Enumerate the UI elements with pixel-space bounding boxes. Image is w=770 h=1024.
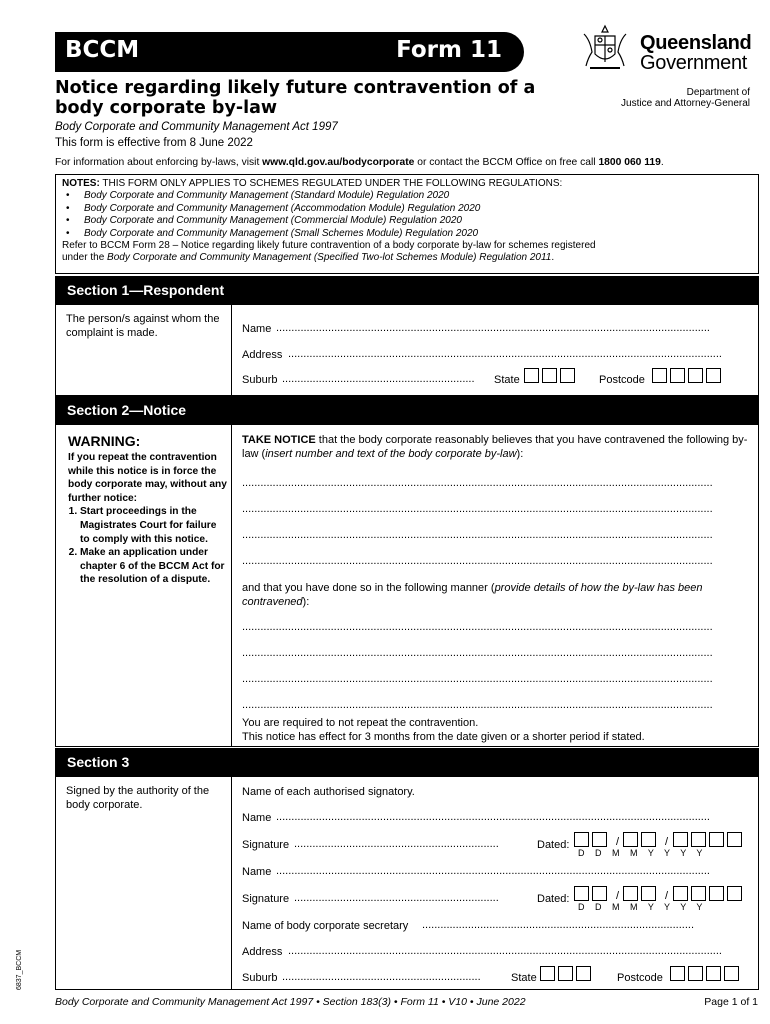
section-2-body bbox=[55, 425, 759, 747]
date-box[interactable] bbox=[592, 832, 607, 847]
signatory-name-field[interactable]: .............................................................................................................................................. bbox=[276, 811, 710, 823]
date-box[interactable] bbox=[641, 886, 656, 901]
date-box[interactable] bbox=[673, 886, 688, 901]
state-label: State bbox=[494, 374, 520, 386]
manner-field-line[interactable]: .......................................................................................................................................................... bbox=[242, 621, 713, 633]
name-label: Name bbox=[242, 812, 272, 824]
section-3-body: Signed by the authority of the body corporate. Name of each authorised signatory. Name .............................................................................................................................................. Signature ................................................................... Dated: / / D D M M Y Y Y Y Name .............................................................................................................................................. Signature ................................................................... Dated: / / D D M M Y Y Y Y Name of body corporate secretary ......................................................................................... Address .............................................................................................................................................. Suburb ................................................................. State Postcode bbox=[55, 777, 759, 990]
list-item: 2. Make an application under chapter 6 of the BCCM Act for the resolution of a dispute. bbox=[80, 546, 228, 587]
date-box[interactable] bbox=[641, 832, 656, 847]
respondent-name-field[interactable]: .............................................................................................................................................. bbox=[276, 322, 710, 334]
effect-line: This notice has effect for 3 months from the date given or a shorter period if stated. bbox=[242, 731, 645, 743]
state-box[interactable] bbox=[524, 368, 539, 383]
name-label: Name bbox=[242, 866, 272, 878]
date-box[interactable] bbox=[691, 832, 706, 847]
date-box[interactable] bbox=[691, 886, 706, 901]
state-label: State bbox=[511, 972, 537, 984]
section-1-body bbox=[55, 305, 759, 396]
signatory-label: Name of each authorised signatory. bbox=[242, 786, 415, 798]
date-box[interactable] bbox=[727, 832, 742, 847]
date-box[interactable] bbox=[574, 832, 589, 847]
take-notice-text: TAKE NOTICE that the body corporate reasonably believes that you have contravened the following by-law (insert number and text of the body corporate by-law): bbox=[242, 434, 748, 460]
section-1-header: Section 1—Respondent bbox=[55, 276, 759, 305]
respondent-address-field[interactable]: .............................................................................................................................................. bbox=[288, 348, 722, 360]
form-number: Form 11 bbox=[396, 37, 502, 63]
queensland-crest-icon bbox=[578, 22, 632, 76]
section-3-desc: Signed by the authority of the body corporate. bbox=[66, 785, 210, 811]
signature-label: Signature bbox=[242, 893, 290, 905]
list-item: • Body Corporate and Community Management (Commercial Module) Regulation 2020 bbox=[62, 215, 752, 227]
bylaw-field-line[interactable]: .......................................................................................................................................................... bbox=[242, 477, 713, 489]
signatory-name-field[interactable]: .............................................................................................................................................. bbox=[276, 865, 710, 877]
name-label: Name bbox=[242, 323, 272, 335]
section-3-header: Section 3 bbox=[55, 748, 759, 777]
form-title: Notice regarding likely future contravention of a body corporate by-law bbox=[55, 78, 536, 118]
date-box[interactable] bbox=[623, 832, 638, 847]
postcode-box[interactable] bbox=[670, 966, 685, 981]
postcode-label: Postcode bbox=[617, 972, 663, 984]
date-box[interactable] bbox=[709, 886, 724, 901]
date-format: D D M M Y Y Y Y bbox=[578, 848, 704, 858]
secretary-suburb-field[interactable]: ................................................................. bbox=[282, 971, 481, 983]
date-box[interactable] bbox=[623, 886, 638, 901]
bylaw-field-line[interactable]: .......................................................................................................................................................... bbox=[242, 555, 713, 567]
state-box[interactable] bbox=[560, 368, 575, 383]
page-number: Page 1 of 1 bbox=[704, 996, 758, 1008]
regulations-list bbox=[62, 190, 752, 240]
refer-line-2: under the Body Corporate and Community Management (Specified Two-lot Schemes Module) Regulation 2011. bbox=[62, 252, 555, 264]
respondent-desc: The person/s against whom the complaint is made. bbox=[66, 313, 220, 339]
date-box[interactable] bbox=[574, 886, 589, 901]
repeat-line: You are required to not repeat the contravention. bbox=[242, 717, 479, 729]
footer-citation: Body Corporate and Community Management Act 1997 • Section 183(3) • Form 11 • V10 • June 2022 bbox=[55, 996, 526, 1008]
postcode-box[interactable] bbox=[652, 368, 667, 383]
date-box[interactable] bbox=[673, 832, 688, 847]
secretary-label: Name of body corporate secretary bbox=[242, 920, 409, 932]
suburb-label: Suburb bbox=[242, 972, 278, 984]
secretary-name-field[interactable]: ......................................................................................... bbox=[422, 919, 694, 931]
effective-date: This form is effective from 8 June 2022 bbox=[55, 137, 253, 149]
list-item: • Body Corporate and Community Management (Standard Module) Regulation 2020 bbox=[62, 190, 752, 202]
bylaw-field-line[interactable]: .......................................................................................................................................................... bbox=[242, 529, 713, 541]
postcode-label: Postcode bbox=[599, 374, 645, 386]
dated-label: Dated: bbox=[537, 893, 570, 905]
bccm-label: BCCM bbox=[65, 37, 140, 63]
act-name: Body Corporate and Community Management Act 1997 bbox=[55, 121, 338, 133]
postcode-box[interactable] bbox=[706, 966, 721, 981]
list-item: • Body Corporate and Community Management (Accommodation Module) Regulation 2020 bbox=[62, 203, 752, 215]
state-box[interactable] bbox=[576, 966, 591, 981]
date-box[interactable] bbox=[592, 886, 607, 901]
info-url-link[interactable]: www.qld.gov.au/bodycorporate bbox=[262, 157, 415, 168]
government-sub: Government bbox=[640, 52, 748, 74]
signature-label: Signature bbox=[242, 839, 290, 851]
department-line-1: Department of bbox=[686, 87, 750, 98]
warning-text: If you repeat the contravention while this notice is in force the body corporate may, without any further notice: 1. Start proceedings in the Magistrates Court for failure to comply with this notice. 2. Make an application under chapter 6 of the BCCM Act for the resolution of a dispute. bbox=[68, 451, 228, 587]
state-box[interactable] bbox=[542, 368, 557, 383]
dated-label: Dated: bbox=[537, 839, 570, 851]
address-label: Address bbox=[242, 946, 283, 958]
bylaw-field-line[interactable]: .......................................................................................................................................................... bbox=[242, 503, 713, 515]
manner-text: and that you have done so in the following manner (provide details of how the by-law has been contravened): bbox=[242, 582, 703, 608]
list-item: 1. Start proceedings in the Magistrates Court for failure to comply with this notice. bbox=[80, 505, 228, 546]
form-code: 6837_BCCM bbox=[16, 949, 23, 990]
refer-line: Refer to BCCM Form 28 – Notice regarding likely future contravention of a body corporate by-law for schemes registered bbox=[62, 240, 596, 252]
secretary-address-field[interactable]: .............................................................................................................................................. bbox=[288, 945, 722, 957]
manner-field-line[interactable]: .......................................................................................................................................................... bbox=[242, 699, 713, 711]
info-phone: 1800 060 119 bbox=[598, 157, 661, 168]
warning-title: WARNING: bbox=[68, 433, 141, 449]
date-box[interactable] bbox=[709, 832, 724, 847]
list-item: • Body Corporate and Community Management (Small Schemes Module) Regulation 2020 bbox=[62, 228, 752, 240]
government-name: Queensland bbox=[640, 32, 752, 54]
postcode-box[interactable] bbox=[724, 966, 739, 981]
notes-box: NOTES: THIS FORM ONLY APPLIES TO SCHEMES REGULATED UNDER THE FOLLOWING REGULATIONS: • Body Corporate and Community Management (Standard Module) Regulation 2020 • Body Corporate and Community Management (Accommodation Module) Regulation 2020 • Body Corporate and Community Management (Commercial Module) Regulation 2020 • Body Corporate and Community Management (Small Schemes Module) Regulation 2020 Refer to BCCM Form 28 – Notice regarding likely future contravention of a body corporate by-law for schemes registered under the Body Corporate and Community Management (Specified Two-lot Schemes Module) Regulation 2011. bbox=[55, 174, 759, 274]
manner-field-line[interactable]: .......................................................................................................................................................... bbox=[242, 647, 713, 659]
address-label: Address bbox=[242, 349, 283, 361]
postcode-box[interactable] bbox=[688, 368, 703, 383]
date-format: D D M M Y Y Y Y bbox=[578, 902, 704, 912]
manner-field-line[interactable]: .......................................................................................................................................................... bbox=[242, 673, 713, 685]
suburb-label: Suburb bbox=[242, 374, 278, 386]
department-line-2: Justice and Attorney-General bbox=[621, 98, 750, 109]
signature-field[interactable]: ................................................................... bbox=[294, 838, 499, 850]
respondent-suburb-field[interactable]: ............................................................... bbox=[282, 373, 475, 385]
state-box[interactable] bbox=[558, 966, 573, 981]
info-line: For information about enforcing by-laws, visit www.qld.gov.au/bodycorporate or contact the BCCM Office on free call 1800 060 119. bbox=[55, 157, 664, 168]
state-box[interactable] bbox=[540, 966, 555, 981]
date-box[interactable] bbox=[727, 886, 742, 901]
section-2-header: Section 2—Notice bbox=[55, 396, 759, 425]
postcode-box[interactable] bbox=[706, 368, 721, 383]
postcode-box[interactable] bbox=[688, 966, 703, 981]
signature-field[interactable]: ................................................................... bbox=[294, 892, 499, 904]
postcode-box[interactable] bbox=[670, 368, 685, 383]
form-banner bbox=[55, 32, 524, 72]
